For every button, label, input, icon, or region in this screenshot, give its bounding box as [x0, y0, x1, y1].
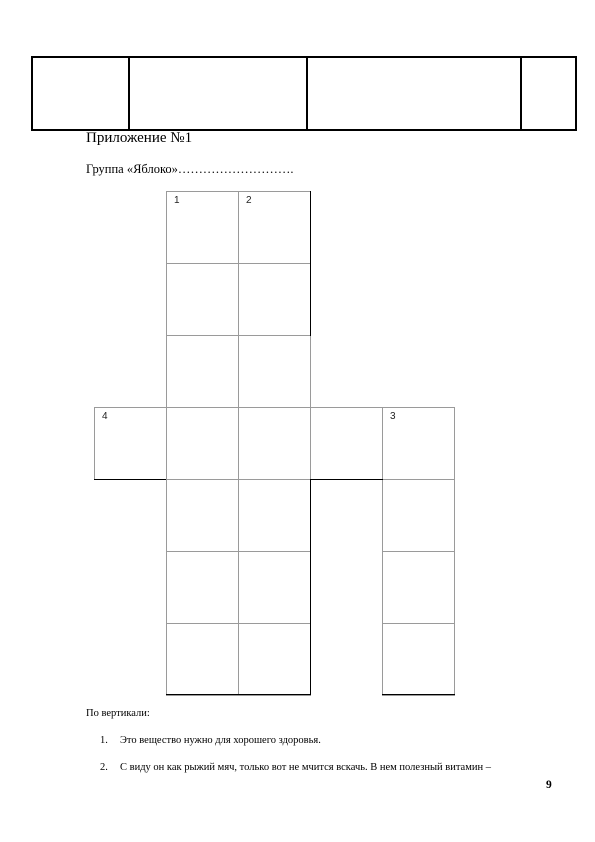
crossword-cell[interactable] [166, 551, 239, 624]
crossword-cell[interactable] [238, 551, 311, 624]
crossword-cell-number: 3 [390, 411, 396, 422]
crossword-cell[interactable] [382, 623, 455, 696]
header-cell-2 [129, 57, 307, 130]
vertical-clues-heading: По вертикали: [86, 708, 150, 719]
grid-border-line [94, 479, 166, 480]
grid-border-line [310, 479, 311, 695]
crossword-cell[interactable] [238, 479, 311, 552]
header-cell-3 [307, 57, 521, 130]
crossword-cell[interactable] [94, 407, 167, 480]
header-cell-1 [32, 57, 129, 130]
crossword-cell[interactable] [382, 479, 455, 552]
header-cell-4 [521, 57, 576, 130]
crossword-cell[interactable] [310, 407, 383, 480]
clue-number: 2. [100, 762, 108, 773]
crossword-cell[interactable] [166, 191, 239, 264]
crossword-cell[interactable] [382, 407, 455, 480]
crossword-cell[interactable] [238, 191, 311, 264]
crossword-cell[interactable] [238, 335, 311, 408]
crossword-cell[interactable] [238, 263, 311, 336]
header-table [31, 56, 577, 131]
grid-border-line [310, 479, 383, 480]
grid-border-line [382, 694, 455, 695]
crossword-cell-number: 2 [246, 195, 252, 206]
crossword-cell-number: 4 [102, 411, 108, 422]
crossword-cell-number: 1 [174, 195, 180, 206]
clue-text: С виду он как рыжий мяч, только вот не мчится вскачь. В нем полезный витамин – [120, 762, 491, 773]
crossword-cell[interactable] [238, 407, 311, 480]
crossword-cell[interactable] [382, 551, 455, 624]
grid-border-line [166, 694, 311, 695]
crossword-cell[interactable] [166, 407, 239, 480]
crossword-cell[interactable] [166, 623, 239, 696]
clue-number: 1. [100, 735, 108, 746]
crossword-cell[interactable] [166, 335, 239, 408]
appendix-title: Приложение №1 [86, 130, 193, 146]
grid-border-line [310, 191, 311, 336]
crossword-cell[interactable] [166, 263, 239, 336]
page-number: 9 [546, 779, 552, 791]
group-name-line: Группа «Яблоко»………………………. [86, 162, 294, 176]
clue-text: Это вещество нужно для хорошего здоровья. [120, 735, 321, 746]
crossword-cell[interactable] [166, 479, 239, 552]
crossword-cell[interactable] [238, 623, 311, 696]
